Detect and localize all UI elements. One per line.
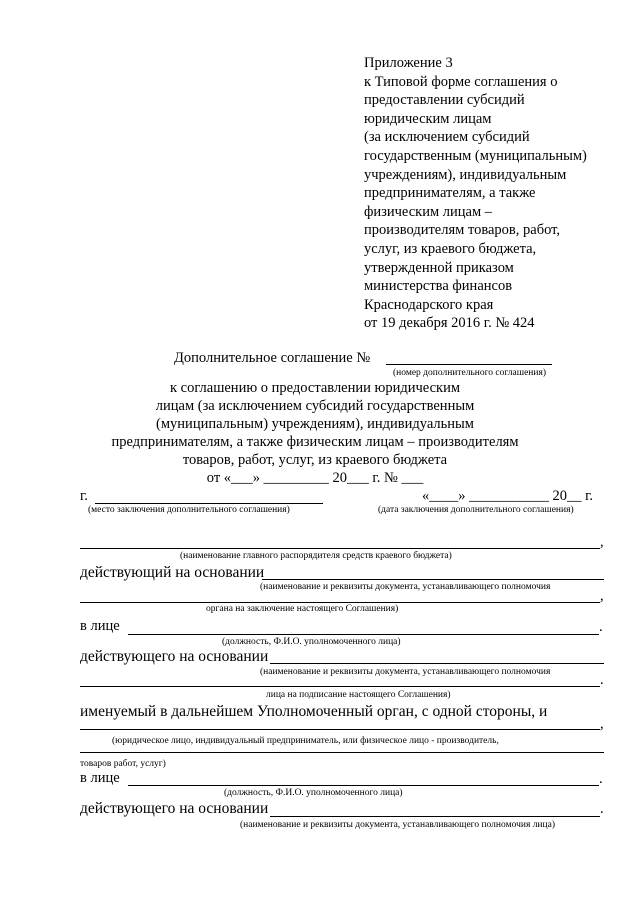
appendix-line: предоставлении субсидий (364, 92, 525, 109)
acting-basis-label: действующий на основании (80, 564, 265, 581)
recipient-caption: (юридическое лицо, индивидуальный предприниматель, или физическое лицо - производитель, (112, 736, 499, 746)
comma: , (600, 588, 604, 604)
in-person-label: в лице (80, 618, 120, 634)
heading-line: товаров, работ, услуг, из краевого бюджета (182, 452, 448, 468)
main-manager-field[interactable] (80, 548, 600, 549)
appendix-line: предпринимателям, а также (364, 185, 536, 202)
basis-doc-field-continued[interactable] (80, 602, 600, 603)
recipient-field-continued[interactable] (80, 752, 604, 753)
appendix-line: государственным (муниципальным) (364, 147, 587, 164)
recipient-field[interactable] (80, 729, 600, 730)
main-manager-caption: (наименование главного распорядителя средств краевого бюджета) (180, 551, 452, 561)
period: . (600, 801, 604, 817)
acting-basis-label: действующего на основании (80, 648, 269, 665)
official-caption: (должность, Ф.И.О. уполномоченного лица) (222, 637, 401, 647)
appendix-line: производителям товаров, работ, (364, 222, 561, 239)
official-field[interactable] (128, 785, 599, 786)
comma: , (600, 716, 604, 732)
comma: , (600, 534, 604, 550)
acting-basis-label: действующего на основании (80, 800, 269, 817)
basis-doc-field[interactable] (262, 579, 604, 580)
official-field[interactable] (128, 634, 599, 635)
appendix-line: физическим лицам – (364, 203, 493, 220)
conclusion-date-field[interactable]: «____» ___________ 20__ г. (422, 488, 594, 504)
document-title: Дополнительное соглашение № (174, 350, 371, 366)
place-prefix: г. (80, 488, 88, 504)
place-field[interactable] (95, 503, 323, 504)
period: . (599, 771, 603, 787)
heading-line: (муниципальным) учреждениям), индивидуальным (156, 416, 474, 432)
appendix-line: утвержденной приказом (364, 259, 514, 276)
appendix-block (364, 54, 624, 333)
date-caption: (дата заключения дополнительного соглашения) (378, 505, 574, 515)
appendix-line: (за исключением субсидий (364, 129, 530, 146)
official-caption: (должность, Ф.И.О. уполномоченного лица) (224, 788, 403, 798)
recipient-caption-continued: товаров работ, услуг) (80, 759, 166, 769)
heading-line: предпринимателям, а также физическим лицам – производителям (111, 434, 519, 450)
agreement-date-line: от «___» _________ 20___ г. № ___ (206, 470, 424, 486)
basis-doc-caption: (наименование и реквизиты документа, устанавливающего полномочия (260, 667, 551, 677)
heading-line: лицам (за исключением субсидий государственным (155, 398, 475, 414)
appendix-line: учреждениям), индивидуальным (364, 166, 567, 183)
period: . (600, 672, 604, 688)
agreement-number-field[interactable] (386, 364, 552, 365)
basis-doc-caption-continued: лица на подписание настоящего Соглашения) (266, 690, 451, 700)
appendix-line: к Типовой форме соглашения о (364, 73, 558, 90)
basis-doc-caption: (наименование и реквизиты документа, устанавливающего полномочия лица) (240, 820, 555, 830)
appendix-line: Приложение 3 (364, 55, 453, 71)
appendix-line: юридическим лицам (364, 110, 492, 127)
basis-doc-field-continued[interactable] (80, 686, 600, 687)
hereinafter-text: именуемый в дальнейшем Уполномоченный орган, с одной стороны, и (80, 703, 548, 720)
heading-line: к соглашению о предоставлении юридическим (169, 380, 461, 396)
period: . (599, 619, 603, 635)
appendix-line: министерства финансов (364, 278, 513, 295)
basis-doc-caption: (наименование и реквизиты документа, устанавливающего полномочия (260, 582, 551, 592)
appendix-line: от 19 декабря 2016 г. № 424 (364, 315, 535, 332)
agreement-number-caption: (номер дополнительного соглашения) (393, 368, 547, 378)
appendix-line: услуг, из краевого бюджета, (364, 240, 537, 257)
in-person-label: в лице (80, 770, 120, 786)
appendix-line: Краснодарского края (364, 296, 494, 313)
basis-doc-field[interactable] (270, 663, 604, 664)
basis-doc-field[interactable] (270, 816, 600, 817)
place-caption: (место заключения дополнительного соглашения) (88, 505, 290, 515)
basis-doc-caption-continued: органа на заключение настоящего Соглашения) (206, 604, 399, 614)
